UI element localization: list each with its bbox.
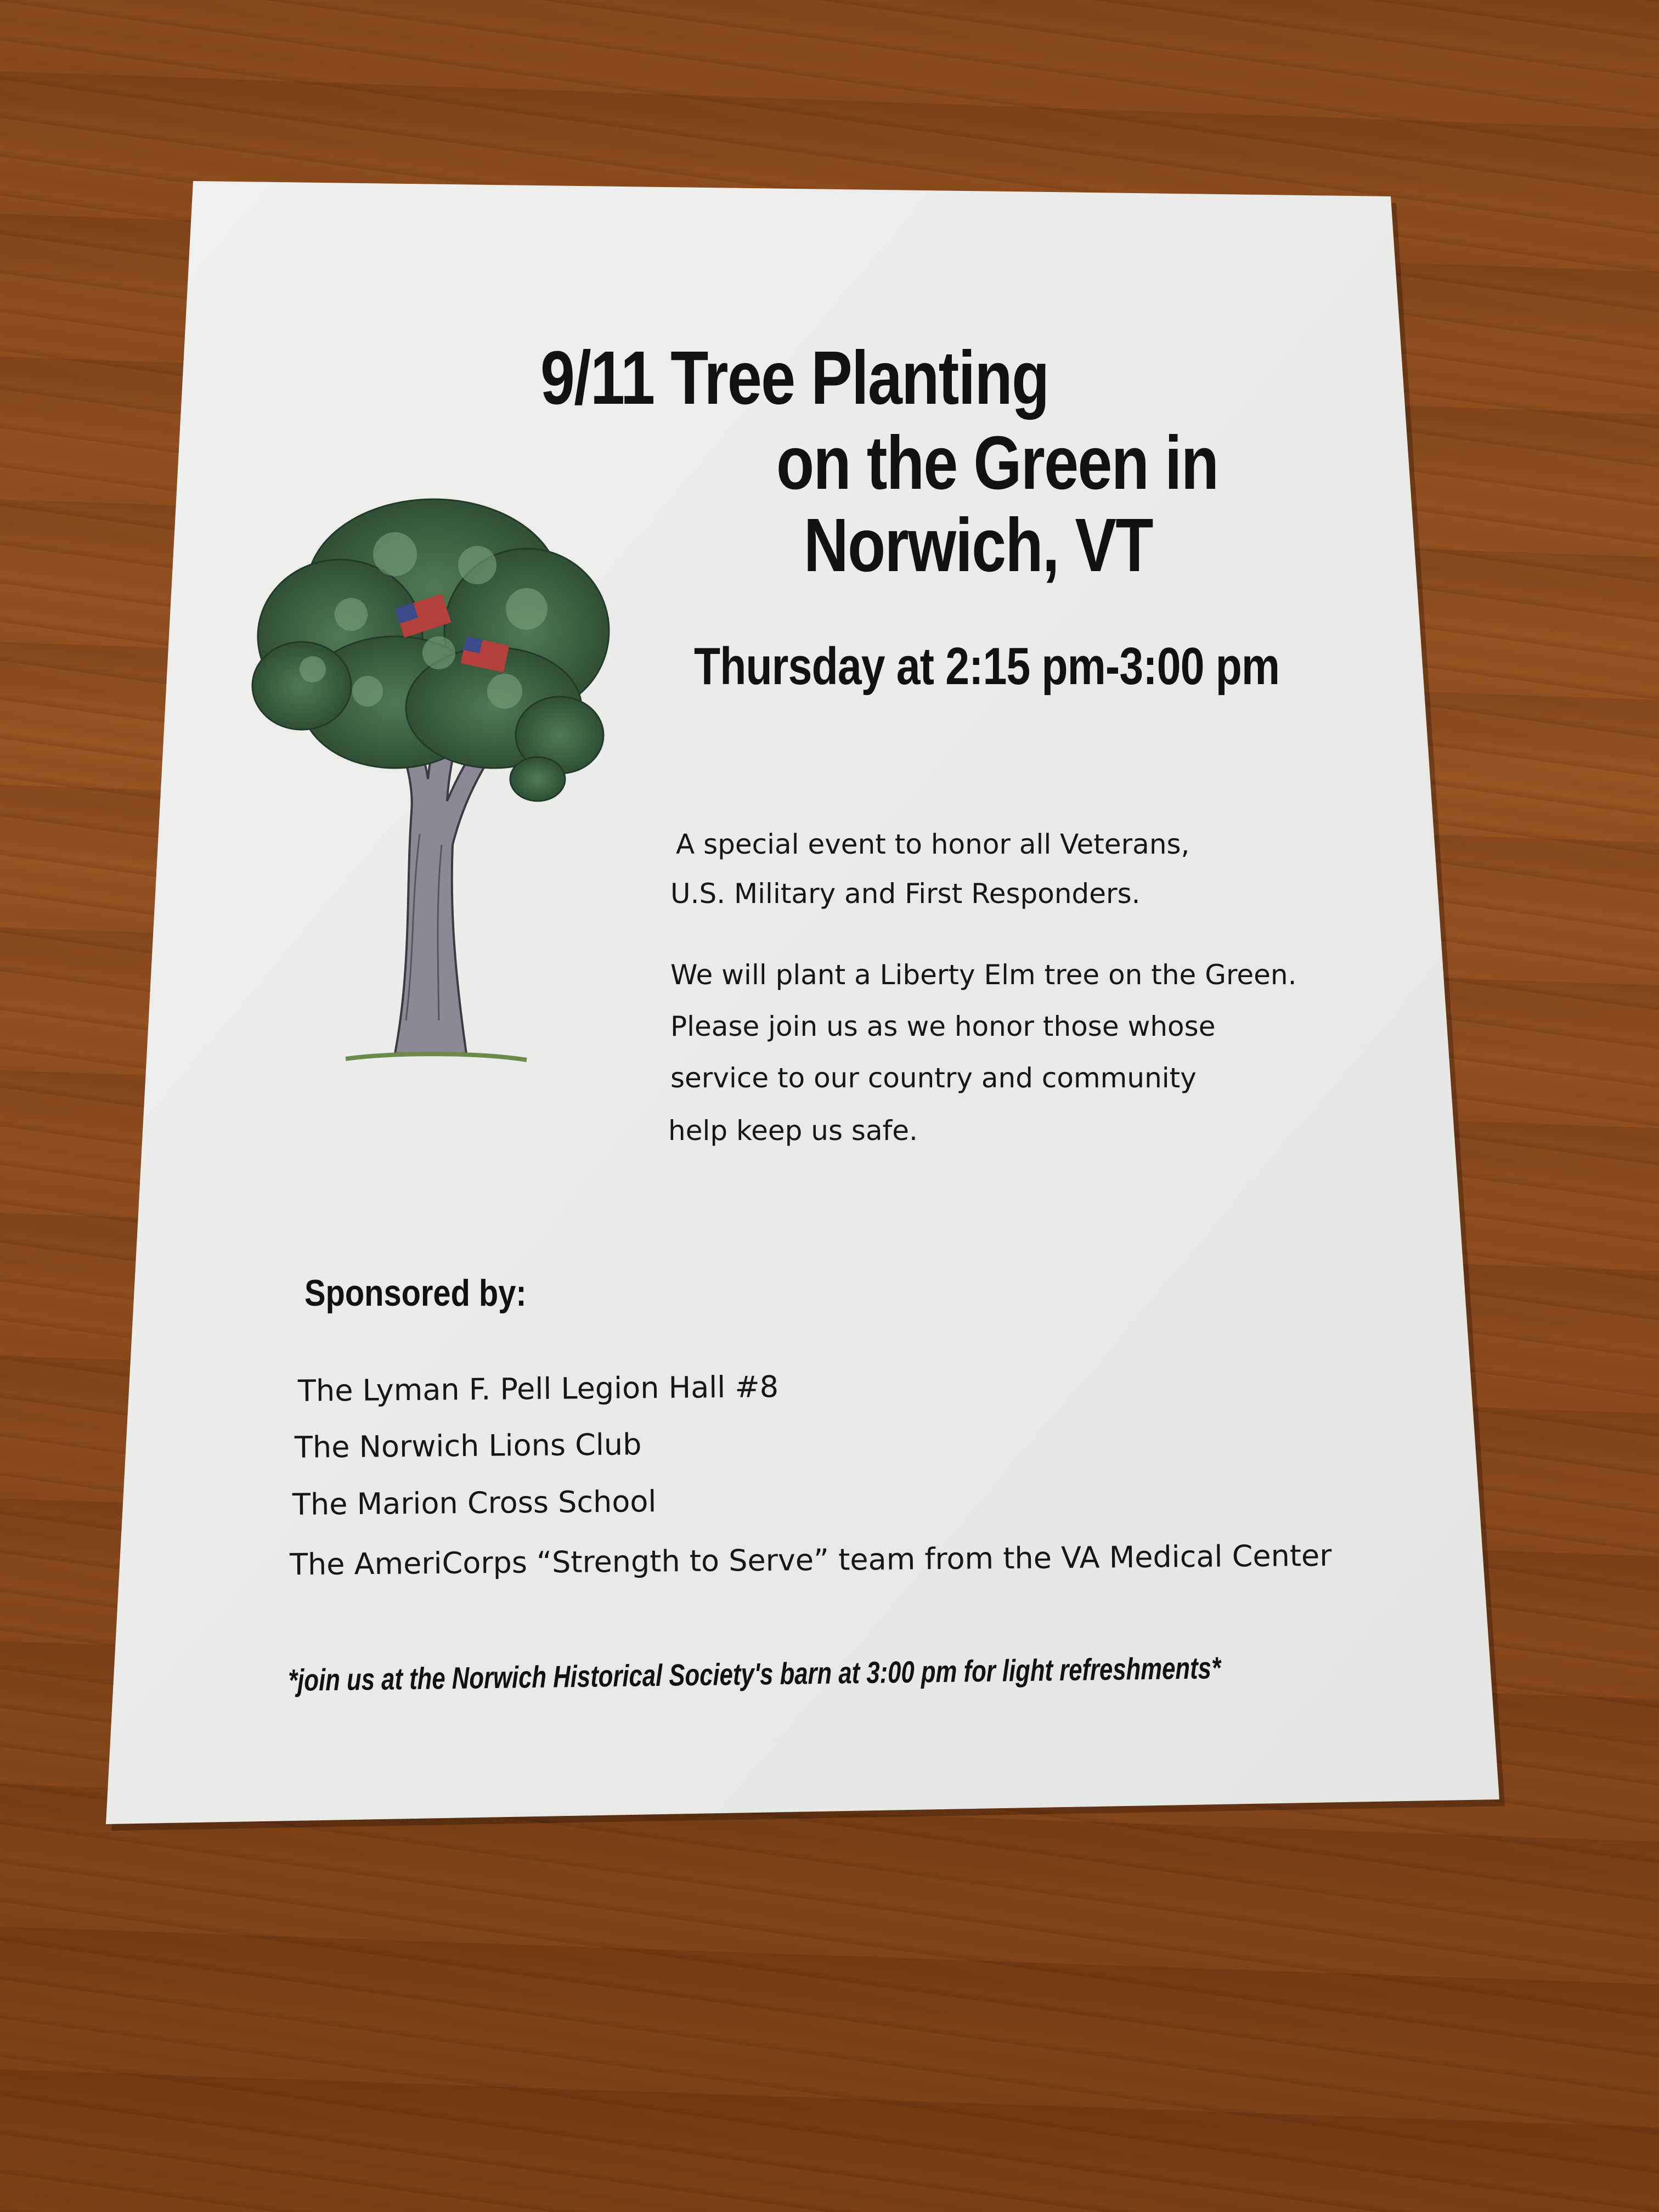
description-line-4: Please join us as we honor those whose	[670, 1011, 1216, 1042]
description-line-2: U.S. Military and First Responders.	[670, 878, 1141, 910]
tree-illustration	[230, 472, 636, 1075]
sponsor-item: The Marion Cross School	[292, 1484, 657, 1522]
title-line-2: on the Green in	[776, 421, 1218, 505]
description-line-3: We will plant a Liberty Elm tree on the Green.	[670, 959, 1297, 991]
sponsors-heading: Sponsored by:	[304, 1272, 527, 1314]
sponsor-item: The Lyman F. Pell Legion Hall #8	[297, 1369, 779, 1408]
description-line-6: help keep us safe.	[668, 1115, 918, 1147]
sponsor-item: The AmeriCorps “Strength to Serve” team from the VA Medical Center	[289, 1538, 1332, 1582]
description-line-1: A special event to honor all Veterans,	[676, 828, 1190, 860]
event-time: Thursday at 2:15 pm-3:00 pm	[694, 637, 1280, 696]
title-line-3: Norwich, VT	[804, 503, 1153, 588]
refreshments-note: *join us at the Norwich Historical Society's barn at 3:00 pm for light refreshments*	[288, 1650, 1221, 1697]
title-line-1: 9/11 Tree Planting	[540, 336, 1049, 420]
sponsor-item: The Norwich Lions Club	[294, 1427, 642, 1465]
description-line-5: service to our country and community	[670, 1062, 1197, 1094]
